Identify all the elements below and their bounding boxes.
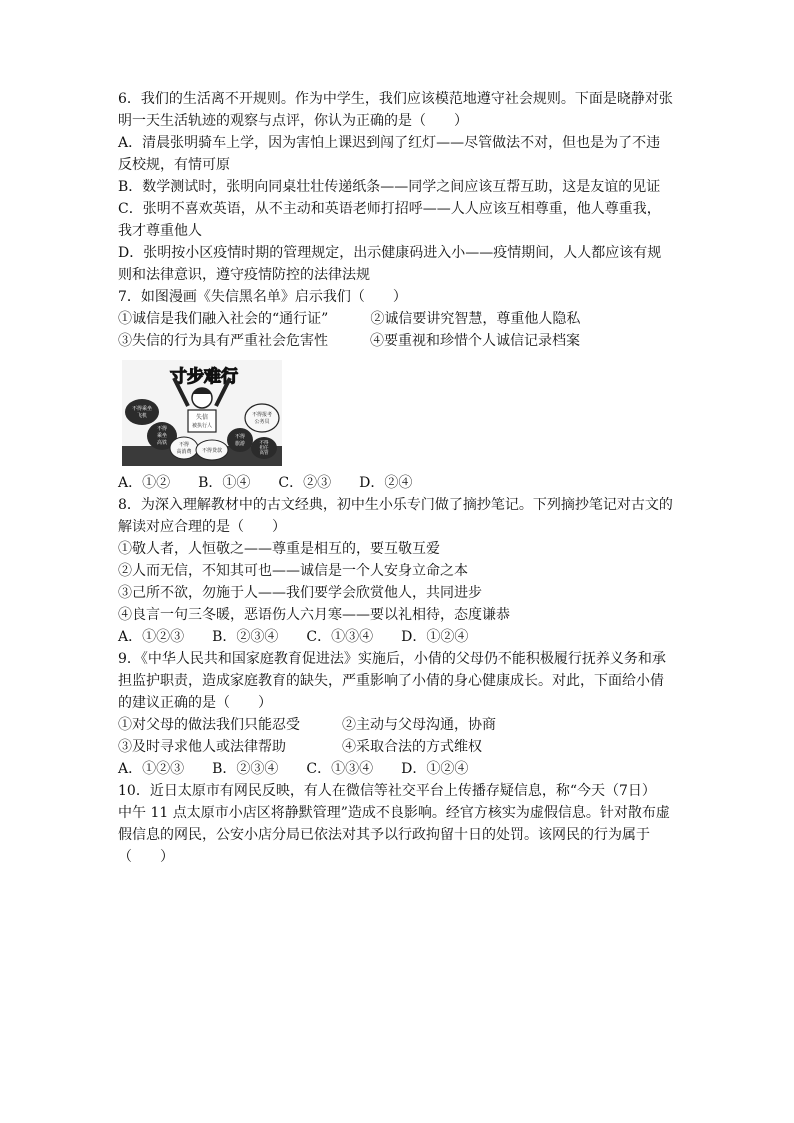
q8-statement: ③己所不欲，勿施于人——我们要学会欣赏他人，共同进步	[118, 585, 482, 601]
bubble-text: 不得	[156, 426, 168, 432]
bubble-text: 乘坐	[156, 433, 168, 439]
cartoon-sign-line: 失信	[195, 414, 209, 421]
q10-stem-line: 中午 11 点太原市小店区将静默管理”造成不良影响。经官方核实为虚假信息。针对散布虚	[118, 805, 670, 821]
q7-stem: 7．如图漫画《失信黑名单》启示我们（ ）	[118, 289, 407, 305]
cartoon-bubble	[245, 404, 279, 432]
q9-stem-line: 的建议正确的是（ ）	[118, 695, 272, 711]
credit-blacklist-cartoon	[122, 360, 282, 466]
cartoon-bubble	[170, 437, 198, 459]
question-7	[118, 286, 678, 494]
question-6	[118, 88, 678, 286]
question-9	[118, 648, 678, 780]
q8-statement: ④良言一句三冬暖，恶语伤人六月寒——要以礼相待，态度谦恭	[118, 607, 510, 623]
q6-option-d-cont: 则和法律意识，遵守疫情防控的法律法规	[118, 267, 370, 283]
bubble-text: 不得	[259, 441, 269, 446]
bubble-text: 担任	[259, 446, 269, 451]
question-10	[118, 780, 678, 868]
q7-statement: ①诚信是我们融入社会的“通行证” ②诚信要讲究智慧，尊重他人隐私	[118, 311, 581, 327]
q9-statement: ③及时寻求他人或法律帮助 ④采取合法的方式维权	[118, 739, 482, 755]
bubble-text: 旅游	[234, 441, 246, 447]
q8-statement: ①敬人者，人恒敬之——尊重是相互的，要互敬互爱	[118, 541, 440, 557]
q8-choices: A．①②③ B．②③④ C．①③④ D．①②④	[118, 629, 469, 645]
bubble-text: 高铁	[156, 440, 168, 446]
bubble-text: 不得贷款	[201, 448, 223, 454]
bubble-text: 不得报考	[251, 412, 273, 418]
q6-option-c: C．张明不喜欢英语，从不主动和英语老师打招呼——人人应该互相尊重，他人尊重我，	[118, 201, 661, 217]
q10-stem-line: 10．近日太原市有网民反映，有人在微信等社交平台上传播存疑信息，称“今天（7日）	[118, 783, 656, 799]
q6-option-b: B．数学测试时，张明向同桌壮壮传递纸条——同学之间应该互帮互助，这是友谊的见证	[118, 179, 661, 195]
bubble-text: 不得乘坐	[131, 406, 153, 412]
q6-option-c-cont: 我才尊重他人	[118, 223, 202, 239]
cartoon-bubble	[251, 437, 277, 459]
exam-page	[118, 88, 678, 868]
q9-statement: ①对父母的做法我们只能忍受 ②主动与父母沟通，协商	[118, 717, 496, 733]
q6-option-a-cont: 反校规，有情可原	[118, 157, 230, 173]
cartoon-sign-line: 被执行人	[191, 423, 213, 429]
bubble-text: 飞机	[136, 413, 148, 419]
q6-option-d: D．张明按小区疫情时期的管理规定，出示健康码进入小——疫情期间，人人都应该有规	[118, 245, 662, 261]
question-8	[118, 494, 678, 648]
bubble-text: 高管	[259, 451, 269, 456]
cartoon-title: 寸步难行	[170, 367, 238, 387]
bubble-text: 公务员	[254, 419, 270, 425]
cartoon-bubble	[196, 440, 228, 460]
q9-stem-line: 担监护职责，造成家庭教育的缺失，严重影响了小倩的身心健康成长。对此，下面给小倩	[118, 673, 664, 689]
q7-choices: A．①② B．①④ C．②③ D．②④	[118, 475, 413, 491]
q6-stem-line: 明一天生活轨迹的观察与点评，你认为正确的是（ ）	[118, 113, 468, 129]
q6-option-a: A．清晨张明骑车上学，因为害怕上课迟到闯了红灯——尽管做法不对，但也是为了不违	[118, 135, 661, 151]
q9-stem-line: 9．《中华人民共和国家庭教育促进法》实施后，小倩的父母仍不能积极履行抚养义务和承	[118, 651, 666, 667]
q8-stem-line: 解读对应合理的是（ ）	[118, 519, 286, 535]
bubble-text: 不得	[178, 442, 190, 448]
q8-stem-line: 8．为深入理解教材中的古文经典，初中生小乐专门做了摘抄笔记。下列摘抄笔记对古文的	[118, 497, 673, 513]
cartoon-bubble	[227, 428, 253, 452]
bubble-text: 高消费	[176, 449, 192, 455]
q7-statement: ③失信的行为具有严重社会危害性 ④要重视和珍惜个人诚信记录档案	[118, 333, 580, 349]
bubble-text: 不得	[234, 434, 246, 440]
q9-choices: A．①②③ B．②③④ C．①③④ D．①②④	[118, 761, 469, 777]
cartoon-bubble	[125, 399, 159, 425]
q6-stem-line: 6．我们的生活离不开规则。作为中学生，我们应该模范地遵守社会规则。下面是晓静对张	[118, 91, 673, 107]
q8-statement: ②人而无信，不知其可也——诚信是一个人安身立命之本	[118, 563, 468, 579]
q10-stem-line: （ ）	[118, 849, 174, 865]
q10-stem-line: 假信息的网民，公安小店分局已依法对其予以行政拘留十日的处罚。该网民的行为属于	[118, 827, 650, 843]
cartoon-illustration	[122, 360, 282, 466]
